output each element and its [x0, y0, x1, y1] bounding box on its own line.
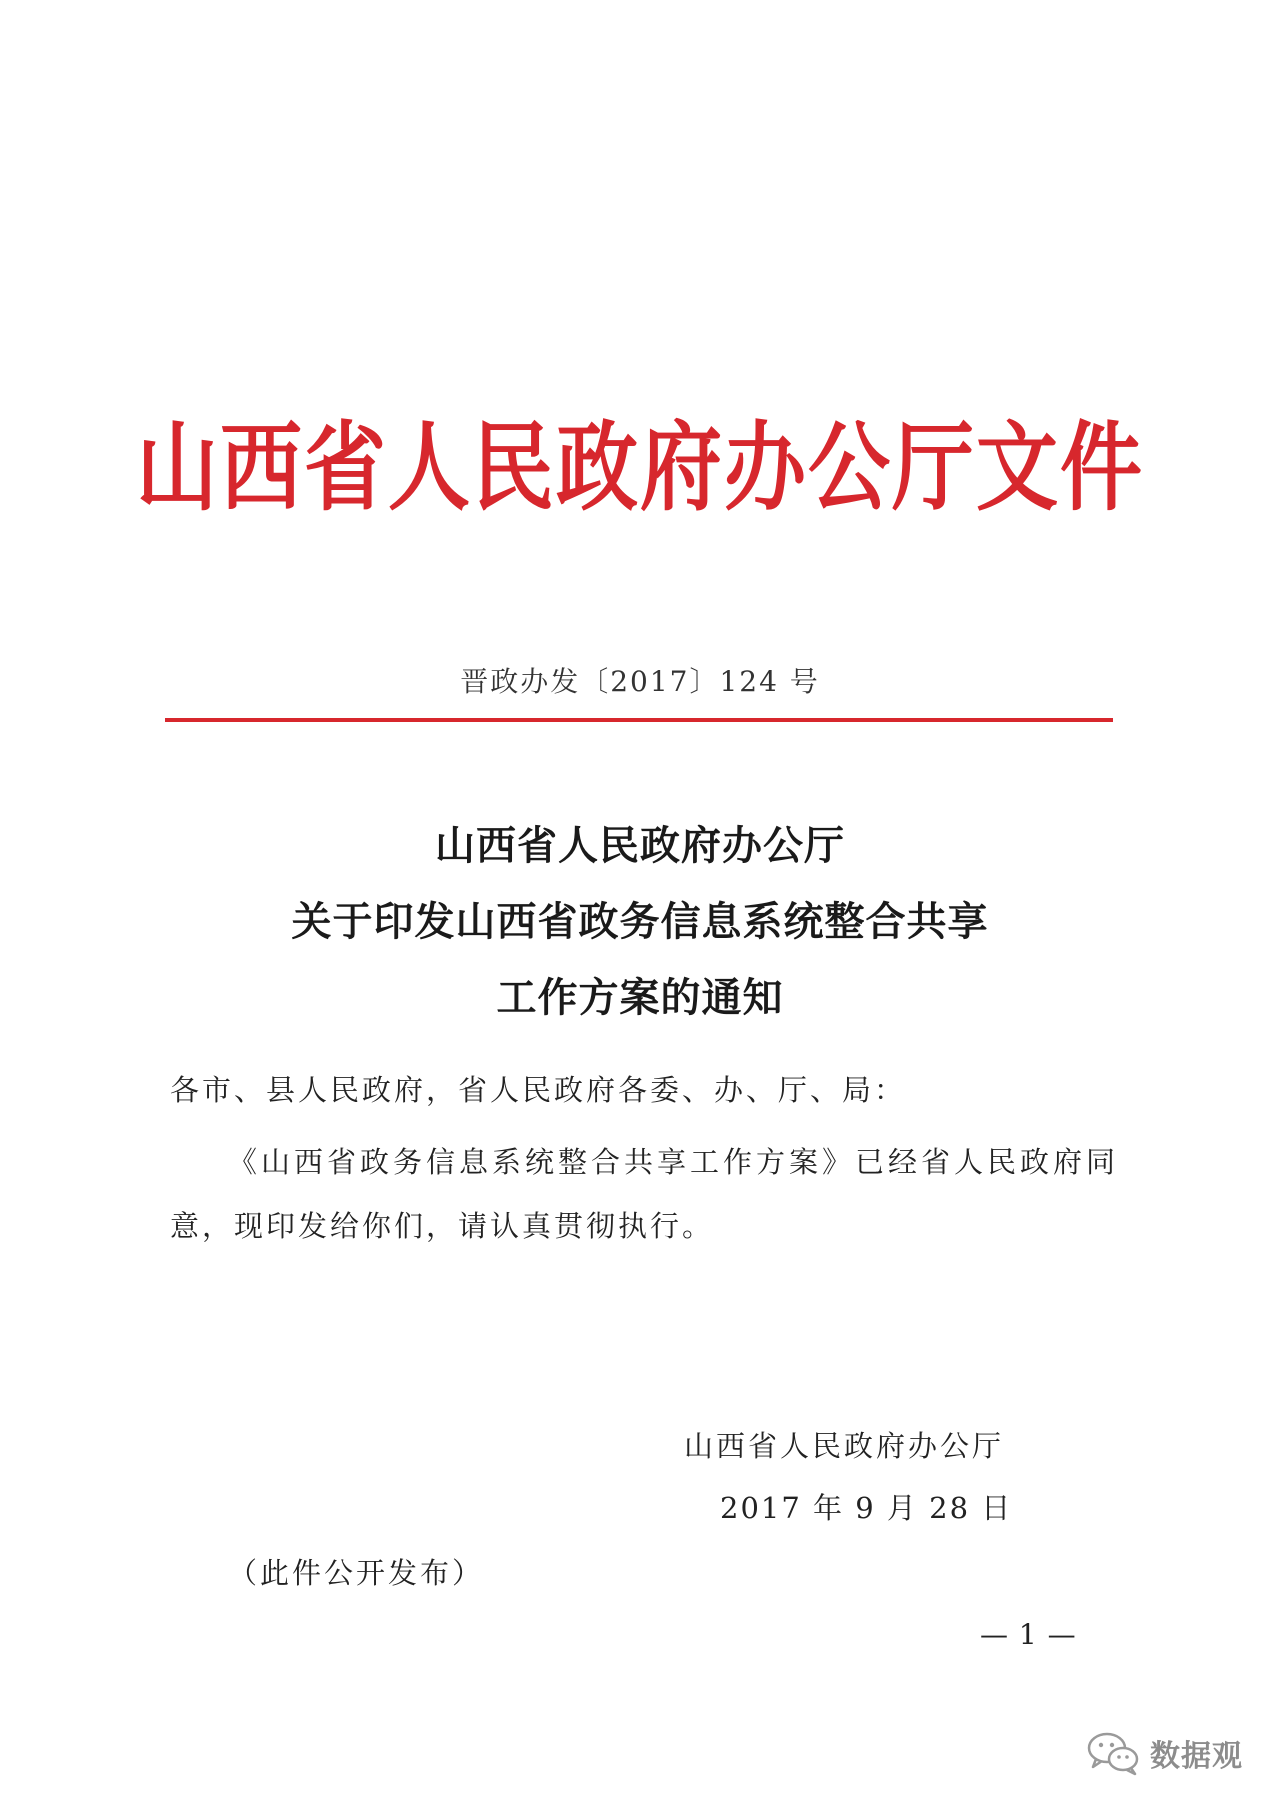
signature-organization: 山西省人民政府办公厅: [684, 1429, 1005, 1463]
title-line-3: 工作方案的通知: [496, 974, 784, 1021]
body-paragraph: 《山西省政务信息系统整合共享工作方案》已经省人民政府同意，现印发给你们，请认真贯彻执行。: [170, 1145, 1118, 1243]
watermark-text: 数据观: [1150, 1739, 1243, 1774]
red-divider-line: [165, 718, 1113, 722]
public-release-note: （此件公开发布）: [228, 1556, 485, 1590]
page-number: — 1 —: [980, 1618, 1077, 1651]
watermark: [1086, 1730, 1243, 1776]
document-title: [0, 808, 1280, 1036]
issuer-banner: 山西省人民政府办公厅文件: [135, 411, 1144, 525]
signature-date: 2017 年 9 月 28 日: [720, 1491, 1013, 1525]
wechat-icon: [1086, 1730, 1142, 1776]
title-line-2: 关于印发山西省政务信息系统整合共享: [291, 898, 989, 945]
title-line-1: 山西省人民政府办公厅: [435, 822, 845, 869]
document-number: 晋政办发〔2017〕124 号: [460, 665, 820, 698]
recipients-line: 各市、县人民政府，省人民政府各委、办、厅、局：: [170, 1073, 907, 1107]
